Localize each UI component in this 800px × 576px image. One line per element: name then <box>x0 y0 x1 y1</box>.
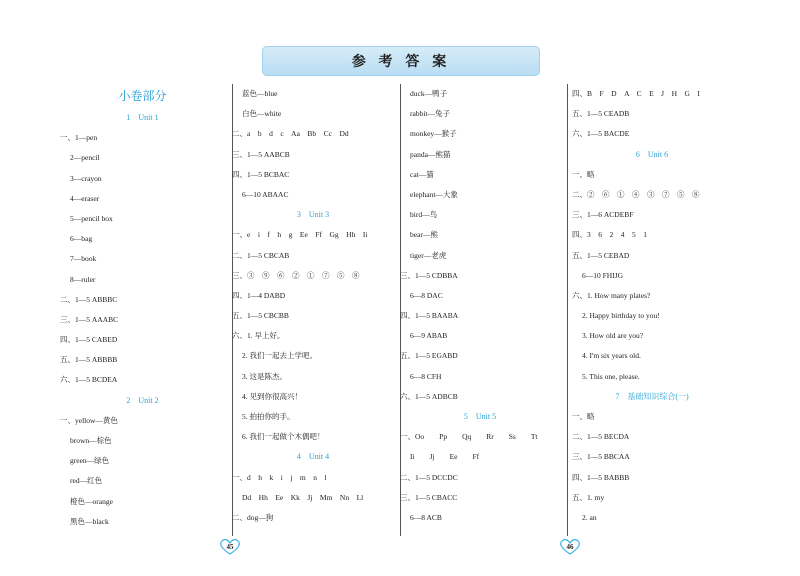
answer-line: monkey—猴子 <box>410 129 457 139</box>
answer-line: 六、1—5 BACDE <box>572 129 630 139</box>
answer-line: bear—熊 <box>410 230 438 240</box>
answer-line: 6—10 FHIJG <box>582 270 624 280</box>
answer-line: 一、yellow—黄色 <box>60 415 118 425</box>
answer-line: 三、1—5 BBCAA <box>572 452 630 462</box>
page-number-right: 46 <box>557 538 583 556</box>
answer-line: 四、1—5 CABED <box>60 335 118 345</box>
section-heading: 3 Unit 3 <box>296 210 330 220</box>
answer-line: 五、1. my <box>572 492 605 502</box>
answer-line: 橙色—orange <box>70 496 113 506</box>
answer-line: Ii Jj Ee Ff <box>410 452 480 462</box>
answer-line: 黑色—black <box>70 516 109 526</box>
answer-line: 六、1. How many plates? <box>572 290 651 300</box>
answer-line: 2—pencil <box>70 153 100 163</box>
section-heading: 2 Unit 2 <box>126 395 159 405</box>
answer-line: 4. I'm six years old. <box>582 351 641 361</box>
answer-line: 5. 拍拍你的手。 <box>242 412 295 421</box>
answer-line: 四、3 6 2 4 5 1 <box>572 230 647 240</box>
answer-line: 6—bag <box>70 234 93 244</box>
answer-line: 2. Happy birthday to you! <box>582 311 660 321</box>
answer-line: 一、e i f h g Ee Ff Gg Hh Ii <box>232 230 368 240</box>
answer-line: 4—eraser <box>70 193 100 203</box>
column-4 <box>572 84 732 536</box>
answer-line: 六、1—5 BCDEA <box>60 375 118 385</box>
section-heading: 6 Unit 6 <box>635 149 669 159</box>
section-heading: 5 Unit 5 <box>463 412 497 421</box>
answer-key-title: 参 考 答 案 <box>262 46 540 76</box>
page-number-left: 45 <box>217 538 243 556</box>
answer-line: 三、1—6 ACDEBF <box>572 210 634 220</box>
answer-line: 2. an <box>582 512 597 522</box>
column-1 <box>60 84 225 536</box>
answer-line: 二、a b d c Aa Bb Cc Dd <box>232 129 349 139</box>
answer-line: 三、③ ⑨ ⑥ ② ① ⑦ ⑤ ⑧ <box>232 270 360 280</box>
answer-line: 四、B F D A C E J H G I <box>572 89 700 98</box>
answer-line: panda—熊猫 <box>410 149 451 159</box>
answer-line: 7—book <box>70 254 97 264</box>
answer-line: 3—crayon <box>70 173 102 183</box>
answer-line: 三、1—5 CDBBA <box>400 270 458 280</box>
answer-line: 三、1—5 CBACC <box>400 492 458 502</box>
answer-line: 四、1—5 BAABA <box>400 311 459 321</box>
answer-line: 六、1. 早上好。 <box>232 331 285 341</box>
answer-line: duck—鸭子 <box>410 89 448 98</box>
answer-line: 6—8 CFH <box>410 371 442 381</box>
column-2 <box>232 84 394 536</box>
section-heading: 小卷部分 <box>118 89 167 103</box>
answer-line: 一、略 <box>572 412 595 421</box>
answer-line: 6—9 ABAB <box>410 331 448 341</box>
answer-line: 6—8 ACB <box>410 512 442 522</box>
answer-line: 5—pencil box <box>70 213 113 223</box>
answer-line: 4. 见到你很高兴！ <box>242 391 302 401</box>
answer-line: bird—鸟 <box>410 210 438 220</box>
answer-line: 一、d h k i j m n l <box>232 472 327 482</box>
answer-line: 二、dog—狗 <box>232 512 274 522</box>
answer-line: red—红色 <box>70 476 103 486</box>
section-heading: 1 Unit 1 <box>126 113 159 122</box>
answer-line: 一、Oo Pp Qq Rr Ss Tt <box>400 432 538 442</box>
column-divider <box>567 84 568 536</box>
answer-line: Dd Hh Ee Kk Jj Mm Nn Ll <box>242 492 364 502</box>
answer-line: 二、1—5 ABBBC <box>60 294 118 304</box>
answer-line: tiger—老虎 <box>410 250 447 260</box>
answer-line: 四、1—5 BCBAC <box>232 169 290 179</box>
answer-line: 3. 这是陈杰。 <box>242 371 287 381</box>
answer-line: 四、1—4 DABD <box>232 290 286 300</box>
answer-line: 三、1—5 AAABC <box>60 314 119 324</box>
answer-line: 五、1—5 ABBBB <box>60 355 118 365</box>
answer-line: 6—10 ABAAC <box>242 189 289 199</box>
answer-line: 二、1—5 CBCAB <box>232 250 290 260</box>
answer-line: rabbit—兔子 <box>410 109 450 119</box>
answer-line: green—绿色 <box>70 456 110 466</box>
answer-line: 六、1—5 ADBCB <box>400 391 458 401</box>
answer-line: 5. This one, please. <box>582 371 640 381</box>
section-heading: 4 Unit 4 <box>296 452 330 462</box>
answer-line: 五、1—5 EGABD <box>400 351 458 361</box>
answer-line: 一、1—pen <box>60 133 98 143</box>
answer-line: 五、1—5 CEBAD <box>572 250 630 260</box>
answer-line: 蓝色—blue <box>242 89 278 98</box>
section-heading: 7 基础知识综合(一) <box>615 391 689 401</box>
answer-line: 二、1—5 BECDA <box>572 432 630 442</box>
answer-line: 二、② ⑥ ① ④ ③ ⑦ ⑤ ⑧ <box>572 189 700 199</box>
answer-line: 6. 我们一起做个木偶吧！ <box>242 432 325 442</box>
answer-line: 五、1—5 CBCBB <box>232 311 289 321</box>
answer-line: 二、1—5 DCCDC <box>400 472 458 482</box>
answer-line: 五、1—5 CEADB <box>572 109 630 119</box>
answer-line: 6—8 DAC <box>410 290 443 300</box>
answer-line: 白色—white <box>242 109 282 119</box>
answer-line: 一、略 <box>572 169 595 179</box>
answer-line: 三、1—5 AABCB <box>232 149 290 159</box>
column-3 <box>400 84 560 536</box>
answer-line: elephant—大象 <box>410 189 458 199</box>
answer-line: 8—ruler <box>70 274 96 284</box>
answer-line: cat—猫 <box>410 169 434 179</box>
answer-line: 2. 我们一起去上学吧。 <box>242 351 317 361</box>
answer-line: 3. How old are you? <box>582 331 644 341</box>
answer-line: brown—棕色 <box>70 436 112 445</box>
answer-line: 四、1—5 BABBB <box>572 472 630 482</box>
